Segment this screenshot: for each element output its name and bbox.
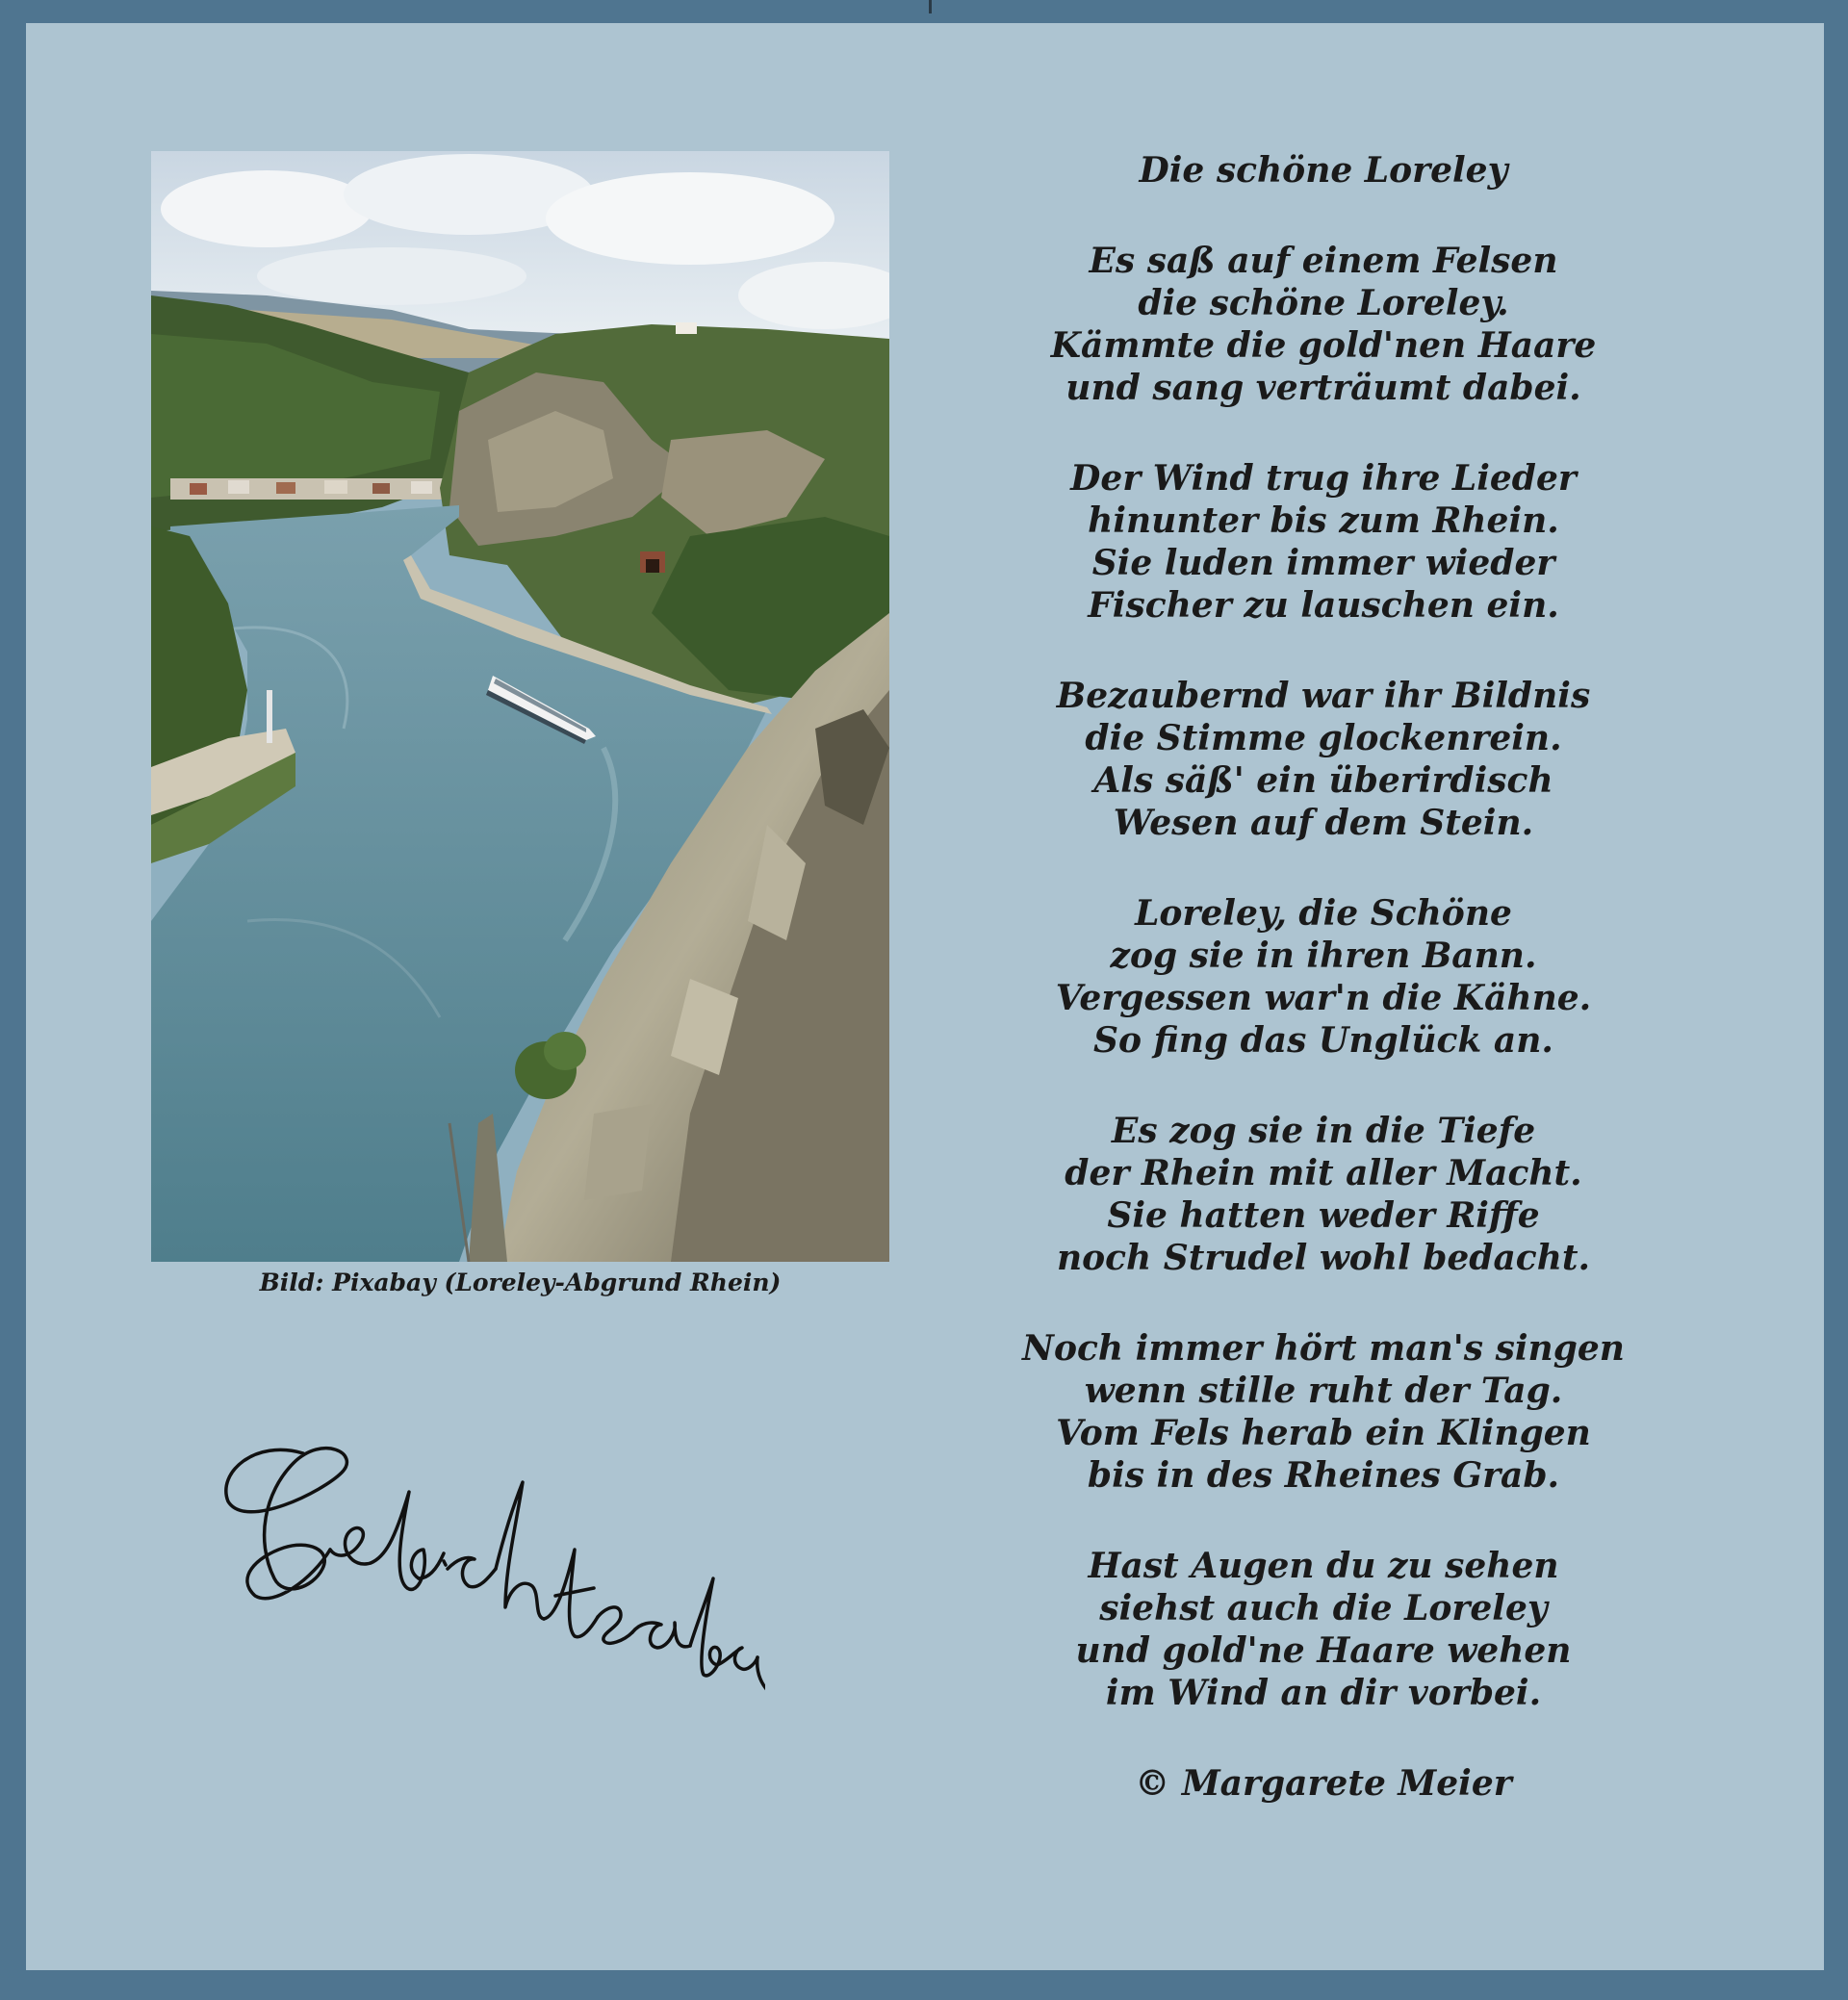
top-tick-mark (929, 0, 932, 13)
verse-line: der Rhein mit aller Macht. (1065, 1153, 1582, 1193)
verse-line: Es zog sie in die Tiefe (1111, 1111, 1536, 1151)
verse-line: Noch immer hört man's singen (1022, 1328, 1625, 1369)
verse-line: So fing das Unglück an. (1093, 1020, 1553, 1061)
poem (967, 149, 1680, 1805)
stanza-7 (967, 1545, 1680, 1714)
hilltop-house (676, 322, 697, 334)
verse-line: Der Wind trug ihre Lieder (1070, 458, 1577, 499)
verse-line: Vom Fels herab ein Klingen (1056, 1413, 1591, 1453)
verse-line: wenn stille ruht der Tag. (1084, 1371, 1563, 1411)
verse-line: bis in des Rheines Grab. (1087, 1455, 1560, 1496)
verse-line: Loreley, die Schöne (1135, 893, 1512, 934)
stanza-1 (967, 240, 1680, 409)
verse-line: und sang verträumt dabei. (1065, 368, 1581, 408)
verse-line: hinunter bis zum Rhein. (1088, 500, 1559, 541)
verse-line: Wesen auf dem Stein. (1113, 803, 1534, 843)
poem-author: © Margarete Meier (1135, 1763, 1512, 1804)
verse-line: Bezaubernd war ihr Bildnis (1056, 676, 1591, 716)
stanza-2 (967, 457, 1680, 627)
photo-caption: Bild: Pixabay (Loreley-Abgrund Rhein) (259, 1269, 782, 1296)
verse-line: und gold'ne Haare wehen (1075, 1630, 1572, 1671)
verse-line: Kämmte die gold'nen Haare (1050, 325, 1597, 366)
stanza-4 (967, 892, 1680, 1062)
verse-line: Sie hatten weder Riffe (1107, 1195, 1540, 1236)
stanza-3 (967, 675, 1680, 844)
verse-line: die Stimme glockenrein. (1085, 718, 1562, 758)
verse-line: Als säß' ein überirdisch (1093, 760, 1553, 801)
loreley-rhine-photo (151, 151, 889, 1262)
stanza-5 (967, 1110, 1680, 1279)
stanza-6 (967, 1327, 1680, 1497)
verse-line: noch Strudel wohl bedacht. (1056, 1238, 1591, 1278)
verse-line: die schöne Loreley. (1138, 283, 1509, 323)
verse-line: zog sie in ihren Bann. (1110, 936, 1537, 976)
verse-line: Es saß auf einem Felsen (1089, 241, 1558, 281)
verse-line: Hast Augen du zu sehen (1088, 1546, 1559, 1586)
verse-line: im Wind an dir vorbei. (1105, 1673, 1542, 1713)
poem-title: Die schöne Loreley (1139, 150, 1508, 191)
verse-line: siehst auch die Loreley (1099, 1588, 1548, 1628)
verse-line: Vergessen war'n die Kähne. (1055, 978, 1592, 1018)
verse-line: Fischer zu lauschen ein. (1088, 585, 1559, 626)
gedichtezauber-signature (217, 1434, 765, 1781)
verse-line: Sie luden immer wieder (1091, 543, 1555, 583)
